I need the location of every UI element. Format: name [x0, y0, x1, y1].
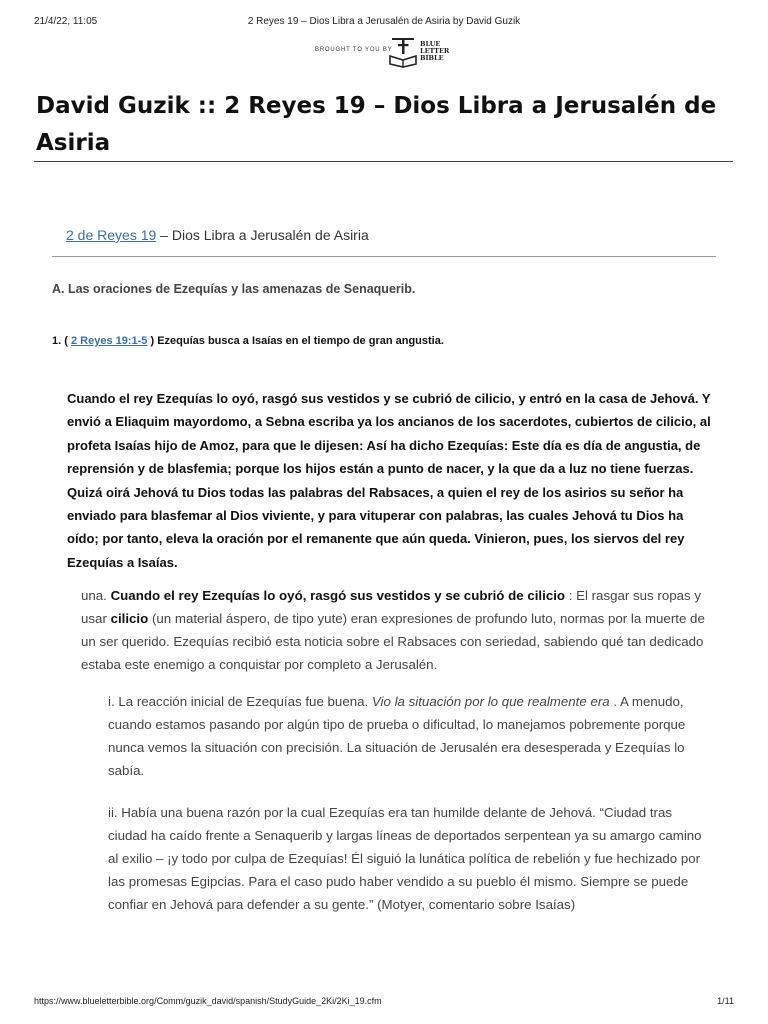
para-label: una.	[81, 588, 111, 603]
page-url: https://www.blueletterbible.org/Comm/guzik_david/spanish/StudyGuide_2Ki/2Ki_19.cfm	[34, 996, 382, 1006]
chapter-heading	[66, 227, 369, 243]
commentary-paragraph-ii: ii. Había una buena razón por la cual Ezequías era tan humilde delante de Jehová. “Ciudad tras ciudad ha caído frente a Senaquerib y largas líneas de deportados serpentean ya su amargo camino al exilio – ¡y todo por culpa de Ezequías! Él siguió la lunática política de rebelión y fue hechizado por las promesas Egipcias. Para el caso pudo haber vendido a su pueblo él mismo. Siempre se puede confiar en Jehová para defender a su gente.” (Motyer, comentario sobre Isaías)	[108, 805, 702, 912]
para-text: (un material áspero, de tipo yute) eran expresiones de profundo luto, normas por la muerte de un ser querido. Ezequías recibió esta noticia sobre el Rabsaces con seriedad, sabiendo qué tan dedicado estaba este enemigo a conquistar por completo a Jerusalén.	[81, 611, 705, 672]
page-title: David Guzik :: 2 Reyes 19 – Dios Libra a Jerusalén de Asiria	[36, 93, 717, 156]
point-summary: ) Ezequías busca a Isaías en el tiempo de gran angustia.	[150, 335, 444, 347]
commentary-paragraph-i	[108, 690, 708, 782]
commentary-paragraph-una	[81, 584, 706, 676]
scripture-passage: Cuando el rey Ezequías lo oyó, rasgó sus vestidos y se cubrió de cilicio, y entró en la casa de Jehová. Y envió a Eliaquim mayordomo, a Sebna escriba ya los ancianos de los sacerdotes, cubiertos de cilicio, al profeta Isaías hijo de Amoz, para que le dijesen: Así ha dicho Ezequías: Este día es día de angustia, de reprensión y de blasfemia; porque los hijos están a punto de nacer, y la que da a luz no tiene fuerzas. Quizá oirá Jehová tu Dios todas las palabras del Rabsaces, a quien el rey de los asirios su señor ha enviado para blasfemar al Dios viviente, y para vituperar con palabras, las cuales Jehová tu Dios ha oído; por tanto, eleva la oración por el remanente que aún queda. Vinieron, pues, los siervos del rey Ezequías a Isaías.	[67, 391, 711, 570]
para-text: . A menudo, cuando estamos pasando por algún tipo de prueba o dificultad, lo manejamos pobremente porque nunca vemos la situación con precisión. La situación de Jerusalén era desesperada y Ezequías lo sabía.	[108, 694, 686, 778]
chapter-subtitle: – Dios Libra a Jerusalén de Asiria	[156, 227, 369, 243]
quoted-word: cilicio	[110, 611, 149, 626]
logo-word: BLUE	[420, 40, 441, 48]
section-heading: A. Las oraciones de Ezequías y las amenazas de Senaquerib.	[52, 282, 416, 296]
point-heading	[52, 335, 444, 347]
para-text: i. La reacción inicial de Ezequías fue buena.	[108, 694, 372, 709]
chapter-divider	[52, 256, 716, 257]
title-divider	[34, 161, 733, 162]
para-text: : El rasgar sus ropas y usar	[81, 588, 702, 626]
page-number: 1/11	[717, 996, 734, 1006]
italic-phrase: Vio la situación por lo que realmente era	[371, 694, 610, 709]
verse-reference-link[interactable]: 2 Reyes 19:1-5	[70, 335, 148, 347]
brand-banner	[0, 36, 768, 70]
logo-word: BIBLE	[420, 54, 444, 62]
brand-logo-text[interactable]	[420, 41, 449, 62]
print-header	[34, 16, 734, 30]
logo-word: LETTER	[420, 47, 450, 55]
print-page-title: 2 Reyes 19 – Dios Libra a Jerusalén de Asiria by David Guzik	[247, 16, 521, 27]
print-footer	[34, 996, 734, 1010]
print-timestamp: 21/4/22, 11:05	[34, 16, 98, 27]
book-cross-icon[interactable]	[388, 36, 418, 68]
point-prefix: 1. (	[52, 335, 68, 347]
quoted-phrase: Cuando el rey Ezequías lo oyó, rasgó sus vestidos y se cubrió de cilicio	[110, 588, 566, 603]
brought-to-you-label: BROUGHT TO YOU BY	[315, 47, 393, 53]
chapter-link[interactable]: 2 de Reyes 19	[66, 227, 157, 243]
